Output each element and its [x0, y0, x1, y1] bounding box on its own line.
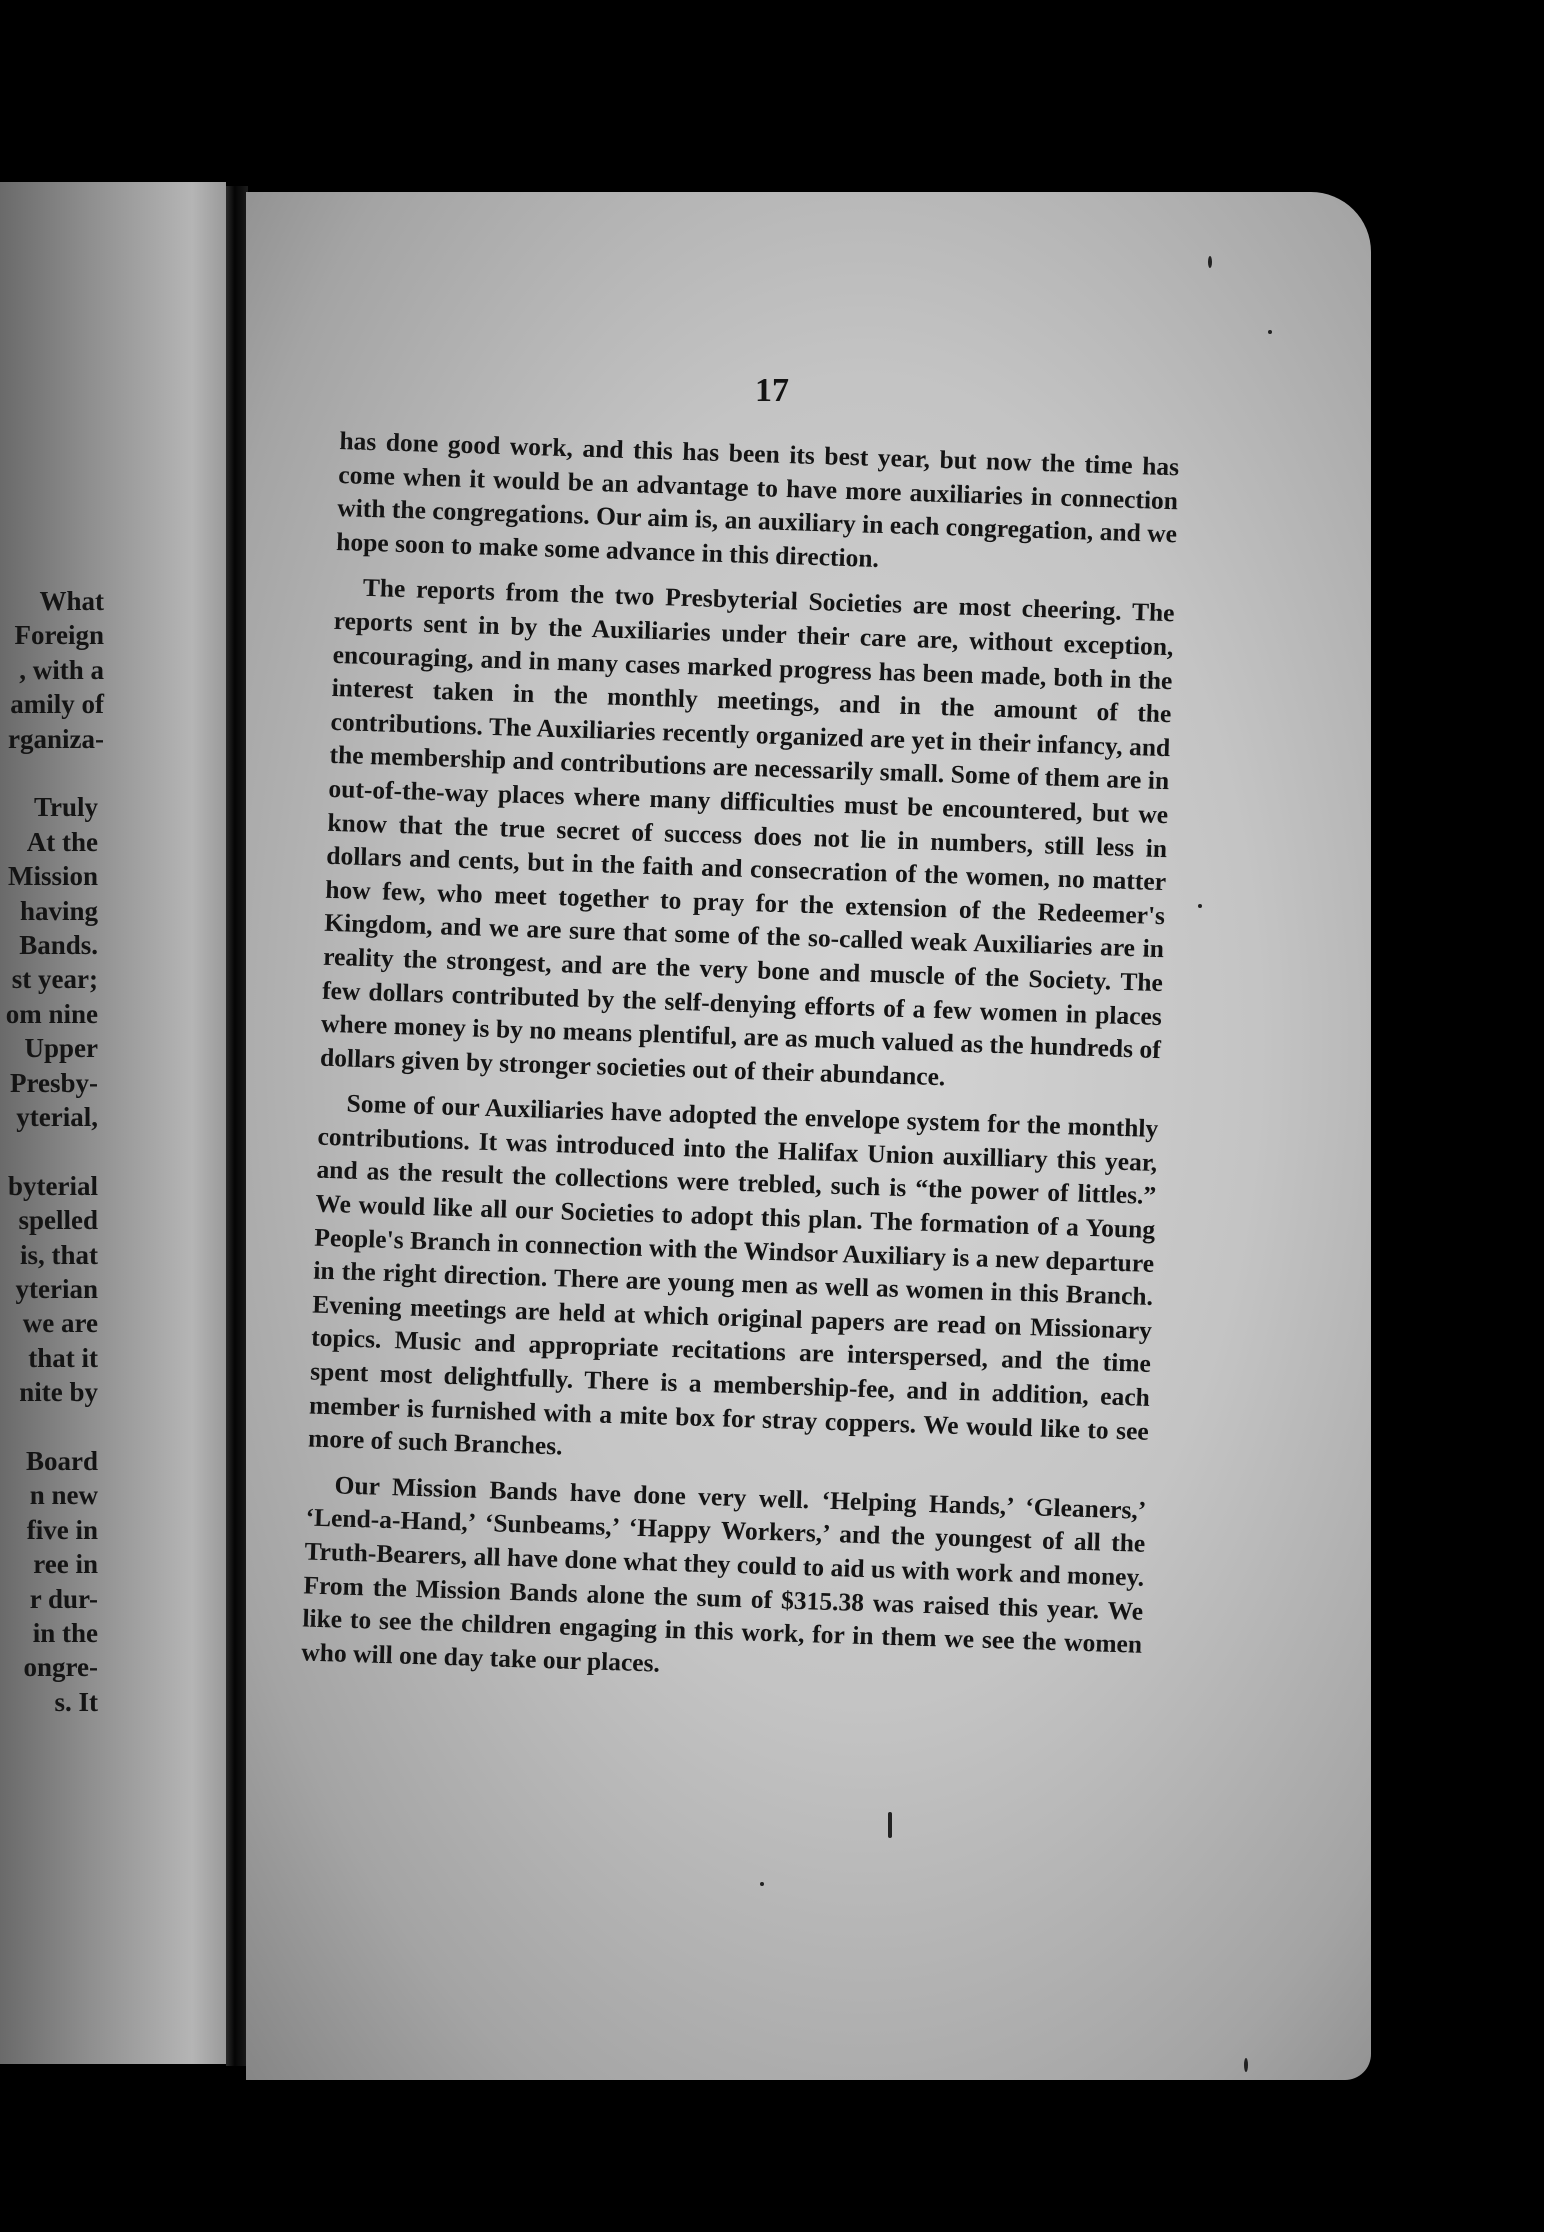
left-page-line: that it [28, 1342, 98, 1373]
left-page-line: nite by [19, 1377, 98, 1408]
paragraph-1: has done good work, and this has been its best year, but now the time has come when it would be an advantage to have more auxiliaries in connection with the congregations. Our aim is, an auxiliary in each congregation, and we hope soon to make some advance in this direction. [335, 425, 1180, 573]
left-page-line: Bands. [19, 930, 98, 960]
paragraph-4: Our Mission Bands have done very well. ‘Helping Hands,’ ‘Gleaners,’ ‘Lend-a-Hand,’ ‘Sunbeams,’ ‘Happy Workers,’ and the youngest of all the Truth-Bearers, all have done what they could to aid us with work and money. From the Mission Bands alone the sum of $315.38 was raised this year. We like to see the children engaging in this work, for in them we see the women who will one day take our places. [300, 1470, 1147, 1678]
left-page-line: rganiza- [8, 723, 104, 754]
left-page-line: ree in [33, 1549, 98, 1580]
left-page-line: Truly [33, 792, 98, 823]
page-body [301, 424, 1180, 1707]
left-page-line: Upper [24, 1033, 98, 1064]
ink-speck [888, 1812, 892, 1838]
left-page-fragment [0, 182, 226, 2064]
ink-speck [1198, 904, 1202, 908]
left-page-line: Board [25, 1446, 98, 1476]
ink-speck [1268, 330, 1272, 334]
left-page-line: , with a [19, 654, 104, 685]
left-page-line: At the [26, 826, 98, 857]
left-page-line: spelled [18, 1205, 98, 1236]
paragraph-2: The reports from the two Presbyterial Societies are most cheering. The reports sent in by the Auxiliaries under their care are, without exception, encouraging, and in many cases marked progress has been made, both in the interest taken in the monthly meetings, and in the amount of the contributions. The Auxiliaries recently organized are yet in their infancy, and the membership and contributions are necessarily small. Some of them are in out-of-the-way places where many difficulties must be encountered, but we know that the true secret of success does not lie in numbers, still less in dollars and cents, but in the faith and consecration of the women, no matter how few, who meet together to pray for the extension of the Redeemer's Kingdom, and we are sure that some of the so-called weak Auxiliaries are in reality the strongest, and are the very bone and muscle of the Society. The few dollars contributed by the self-denying efforts of a few women in places where money is by no means plentiful, are as much valued as the hundreds of dollars given by stronger societies out of their abundance. [319, 573, 1175, 1092]
left-page-line: amily of [10, 689, 104, 720]
left-page-line: ongre- [23, 1652, 98, 1683]
ink-speck [760, 1882, 764, 1886]
left-page-line: in the [32, 1618, 98, 1648]
book-spine [226, 186, 248, 2066]
left-page-line: s. It [54, 1686, 98, 1717]
left-page-line: yterial, [16, 1102, 98, 1132]
left-page-line: having [19, 895, 98, 926]
left-page-line: Foreign [14, 620, 104, 651]
left-page-line: n new [29, 1480, 98, 1511]
left-page-line: yterian [15, 1274, 98, 1304]
ink-speck [1208, 256, 1212, 268]
paragraph-3: Some of our Auxiliaries have adopted the envelope system for the monthly contributions. It was introduced into the Halifax Union auxilliary this year, and as the result the collections were trebled, such is “the power of littles.” We would like all our Societies to adopt this plan. The formation of a Young People's Branch in connection with the Windsor Auxiliary is a new departure in the right direction. There are young men as well as women in this Branch. Evening meetings are held at which original papers are read on Missionary topics. Music and appropriate recitations are interspersed, and the time spent most delightfully. There is a membership-fee, and in addition, each member is furnished with a mite box for stray coppers. We would like to see more of such Branches. [307, 1088, 1159, 1461]
left-page-line: r dur- [29, 1583, 98, 1614]
left-page-line: we are [22, 1308, 98, 1339]
left-page-line: is, that [19, 1239, 98, 1270]
page-number: 17 [755, 372, 789, 409]
left-page-line: What [39, 586, 104, 616]
left-page-line: st year; [11, 964, 98, 995]
left-page-line: five in [26, 1514, 98, 1545]
left-page-line: byterial [8, 1170, 98, 1201]
ink-speck [1244, 2058, 1248, 2072]
left-page-line: om nine [5, 998, 98, 1029]
left-page-line: Presby- [10, 1067, 98, 1098]
left-page-line: Mission [7, 861, 98, 892]
